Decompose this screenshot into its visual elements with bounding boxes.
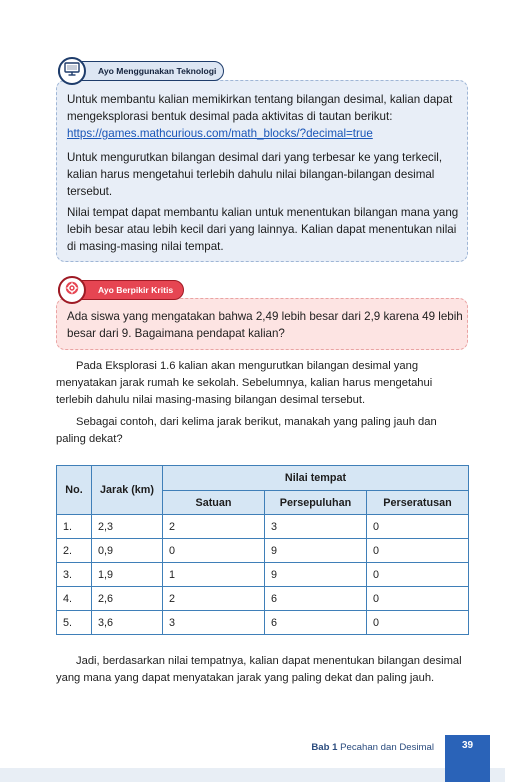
header-ones: Satuan bbox=[163, 491, 265, 515]
cell-distance: 2,6 bbox=[92, 587, 163, 611]
header-place-value: Nilai tempat bbox=[163, 466, 469, 491]
tech-paragraph-2: Untuk mengurutkan bilangan desimal dari yang terbesar ke yang terkecil, kalian harus mengetahui terlebih dahulu nilai bilangan-bilangan desimal tersebut. bbox=[67, 151, 443, 198]
table-row bbox=[57, 539, 469, 563]
cell-hundredths: 0 bbox=[367, 539, 469, 563]
cell-ones: 2 bbox=[163, 515, 265, 539]
header-no: No. bbox=[57, 466, 92, 515]
body-paragraph-1: Pada Eksplorasi 1.6 kalian akan mengurutkan bilangan desimal yang menyatakan jarak rumah ke sekolah. Sebelumnya, kalian harus mengetahui terlebih dahulu nilai masing-masing bilangan desimal tersebut. bbox=[56, 360, 433, 406]
brain-gear-icon bbox=[64, 280, 80, 301]
body-paragraph-2: Sebagai contoh, dari kelima jarak berikut, manakah yang paling jauh dan paling dekat? bbox=[56, 416, 437, 445]
table-row bbox=[57, 515, 469, 539]
critical-thinking-badge bbox=[58, 276, 86, 304]
page-bottom-band bbox=[0, 768, 505, 782]
body-paragraph-3: Jadi, berdasarkan nilai tempatnya, kalian dapat menentukan bilangan desimal yang mana yang dapat menyatakan jarak yang paling dekat dan paling jauh. bbox=[56, 655, 462, 684]
cell-hundredths: 0 bbox=[367, 611, 469, 635]
cell-no: 1. bbox=[57, 515, 92, 539]
table-row bbox=[57, 587, 469, 611]
technology-box bbox=[56, 80, 468, 262]
cell-hundredths: 0 bbox=[367, 587, 469, 611]
place-value-table bbox=[56, 465, 469, 635]
table-row bbox=[57, 611, 469, 635]
cell-distance: 0,9 bbox=[92, 539, 163, 563]
cell-no: 5. bbox=[57, 611, 92, 635]
cell-tenths: 6 bbox=[265, 587, 367, 611]
cell-no: 4. bbox=[57, 587, 92, 611]
cell-no: 3. bbox=[57, 563, 92, 587]
cell-tenths: 9 bbox=[265, 539, 367, 563]
cell-distance: 3,6 bbox=[92, 611, 163, 635]
cell-tenths: 9 bbox=[265, 563, 367, 587]
cell-tenths: 3 bbox=[265, 515, 367, 539]
exploration-link[interactable]: https://games.mathcurious.com/math_blocks/?decimal=true bbox=[67, 127, 373, 140]
table-row bbox=[57, 563, 469, 587]
technology-section-label: Ayo Menggunakan Teknologi bbox=[58, 61, 224, 81]
monitor-icon bbox=[64, 62, 80, 81]
header-tenths: Persepuluhan bbox=[265, 491, 367, 515]
cell-ones: 0 bbox=[163, 539, 265, 563]
cell-ones: 1 bbox=[163, 563, 265, 587]
critical-thinking-box bbox=[56, 298, 468, 350]
technology-badge bbox=[58, 57, 86, 85]
tech-paragraph-1: Untuk membantu kalian memikirkan tentang bilangan desimal, kalian dapat mengeksplorasi bentuk desimal pada aktivitas di tautan berikut: https://games.mathcurious.com/math_blocks/?decimal=true bbox=[67, 93, 453, 140]
cell-ones: 2 bbox=[163, 587, 265, 611]
cell-hundredths: 0 bbox=[367, 563, 469, 587]
cell-distance: 1,9 bbox=[92, 563, 163, 587]
page-number: 39 bbox=[445, 735, 490, 782]
cell-no: 2. bbox=[57, 539, 92, 563]
critical-thinking-label: Ayo Berpikir Kritis bbox=[58, 280, 184, 300]
cell-distance: 2,3 bbox=[92, 515, 163, 539]
page-footer bbox=[311, 742, 434, 753]
header-distance: Jarak (km) bbox=[92, 466, 163, 515]
chapter-label: Bab 1 bbox=[311, 742, 338, 753]
critical-question: Ada siswa yang mengatakan bahwa 2,49 lebih besar dari 2,9 karena 49 lebih besar dari 9. Bagaimana pendapat kalian? bbox=[67, 310, 463, 340]
header-hundredths: Perseratusan bbox=[367, 491, 469, 515]
cell-tenths: 6 bbox=[265, 611, 367, 635]
cell-ones: 3 bbox=[163, 611, 265, 635]
tech-paragraph-3: Nilai tempat dapat membantu kalian untuk menentukan bilangan mana yang lebih besar atau lebih kecil dari yang lainnya. Kalian dapat menentukan nilai di masing-masing nilai tempat. bbox=[67, 206, 459, 253]
cell-hundredths: 0 bbox=[367, 515, 469, 539]
chapter-title: Pecahan dan Desimal bbox=[340, 742, 434, 753]
